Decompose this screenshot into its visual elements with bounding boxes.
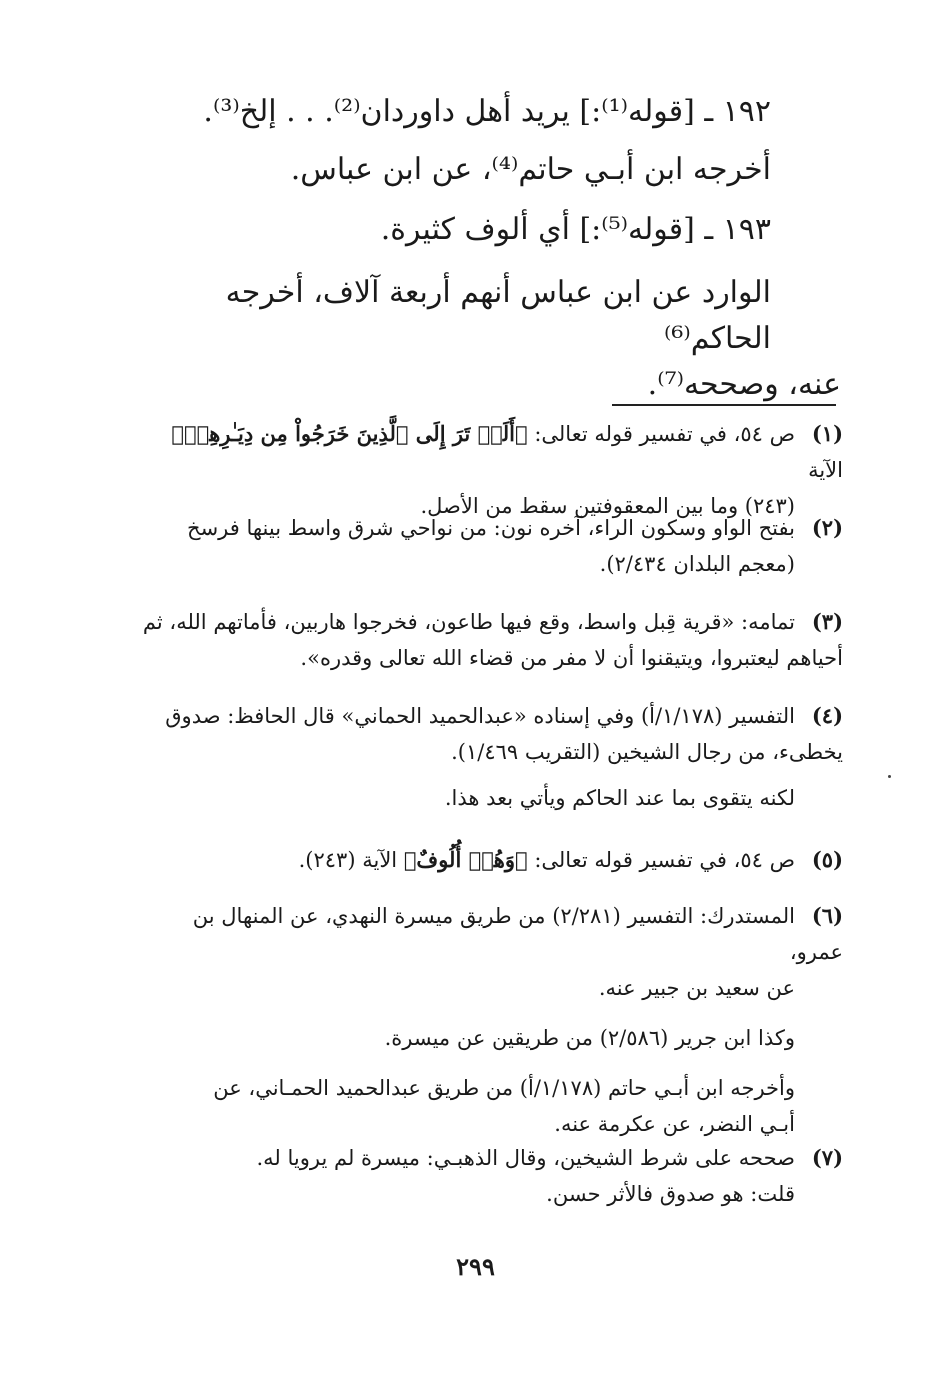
footnote-number: (٦) — [811, 903, 843, 928]
quran-verse: ﴿وَهُمۡ أُلُوفٌ﴾ — [403, 847, 528, 872]
footnote-text: يخطىء، من رجال الشيخين (التقريب ١/٤٦٩). — [451, 740, 843, 764]
entry-192-heading: ١٩٢ ـ [قوله⁽¹⁾:] يريد أهل داوردان⁽²⁾. . . إلخ⁽³⁾. — [203, 94, 771, 129]
footnote-text: ص ٥٤، في تفسير قوله تعالى: — [534, 422, 795, 446]
footnote-text: عن سعيد بن جبير عنه. — [598, 976, 795, 1000]
footnote-separator — [612, 404, 836, 406]
footnote-text: قلت: هو صدوق فالأثر حسن. — [546, 1182, 795, 1206]
footnote-1 — [140, 416, 843, 524]
footnote-7 — [140, 1140, 843, 1212]
entry-192-source: أخرجه ابن أبـي حاتم⁽⁴⁾، عن ابن عباس. — [290, 152, 771, 187]
footnote-text: صححه على شرط الشيخين، وقال الذهبـي: ميسرة لم يرويا له. — [256, 1146, 795, 1170]
footnote-number: (٣) — [811, 609, 843, 634]
footnote-number: (٤) — [811, 703, 843, 728]
footnote-number: (٥) — [811, 847, 843, 872]
page-number: ٢٩٩ — [456, 1252, 495, 1281]
footnote-5 — [140, 842, 843, 878]
footnote-text: لكنه يتقوى بما عند الحاكم ويأتي بعد هذا. — [444, 786, 795, 810]
footnote-text: التفسير (١/١٧٨/أ) وفي إسناده «عبدالحميد الحماني» قال الحافظ: صدوق — [165, 704, 795, 728]
entry-193-heading: ١٩٣ ـ [قوله⁽⁵⁾:] أي ألوف كثيرة. — [380, 212, 771, 247]
footnote-text: المستدرك: التفسير (٢/٢٨١) من طريق ميسرة النهدي، عن المنهال بن عمرو، — [192, 904, 843, 964]
quran-verse: ﴿أَلَمۡ تَرَ إِلَى ٱلَّذِينَ خَرَجُواْ مِن دِيَـٰرِهِمۡ﴾ — [171, 421, 528, 446]
entry-193-paragraph — [110, 270, 841, 408]
footnote-4 — [140, 698, 843, 816]
footnote-text: وكذا ابن جرير (٢/٥٨٦) من طريقين عن ميسرة. — [384, 1026, 795, 1050]
footnote-6 — [140, 898, 843, 1142]
footnote-3 — [140, 604, 843, 676]
footnote-text: (معجم البلدان ٢/٤٣٤). — [599, 552, 795, 576]
footnote-number: (١) — [811, 421, 843, 446]
entry-193-paragraph-line2: عنه، وصححه⁽⁷⁾. — [647, 367, 841, 402]
footnote-text: بفتح الواو وسكون الراء، آخره نون: من نواحي شرق واسط بينها فرسخ — [187, 516, 795, 540]
footnote-text: تمامه: «قرية قِبل واسط، وقع فيها طاعون، فخرجوا هاربين، فأماتهم الله، ثم — [142, 610, 795, 634]
footnote-number: (٧) — [811, 1145, 843, 1170]
footnote-text: (٢٤٣) وما بين المعقوفتين سقط من الأصل. — [420, 494, 795, 518]
footnote-number: (٢) — [811, 515, 843, 540]
footnote-text: ص ٥٤، في تفسير قوله تعالى: — [534, 848, 795, 872]
footnote-text: أحياهم ليعتبروا، ويتيقنوا أن لا مفر من قضاء الله تعالى وقدره». — [300, 646, 843, 670]
footnote-text: أبـي النضر، عن عكرمة عنه. — [554, 1112, 795, 1136]
footnote-text: الآية (٢٤٣). — [298, 848, 398, 872]
footnote-text: وأخرجه ابن أبـي حاتم (١/١٧٨/أ) من طريق عبدالحميد الحمـاني، عن — [213, 1076, 795, 1100]
footnote-2 — [140, 510, 843, 582]
footnote-text: الآية — [808, 458, 843, 482]
scan-speck — [888, 775, 891, 778]
entry-193-paragraph-line1: الوارد عن ابن عباس أنهم أربعة آلاف، أخرجه الحاكم⁽⁶⁾ — [225, 275, 771, 356]
